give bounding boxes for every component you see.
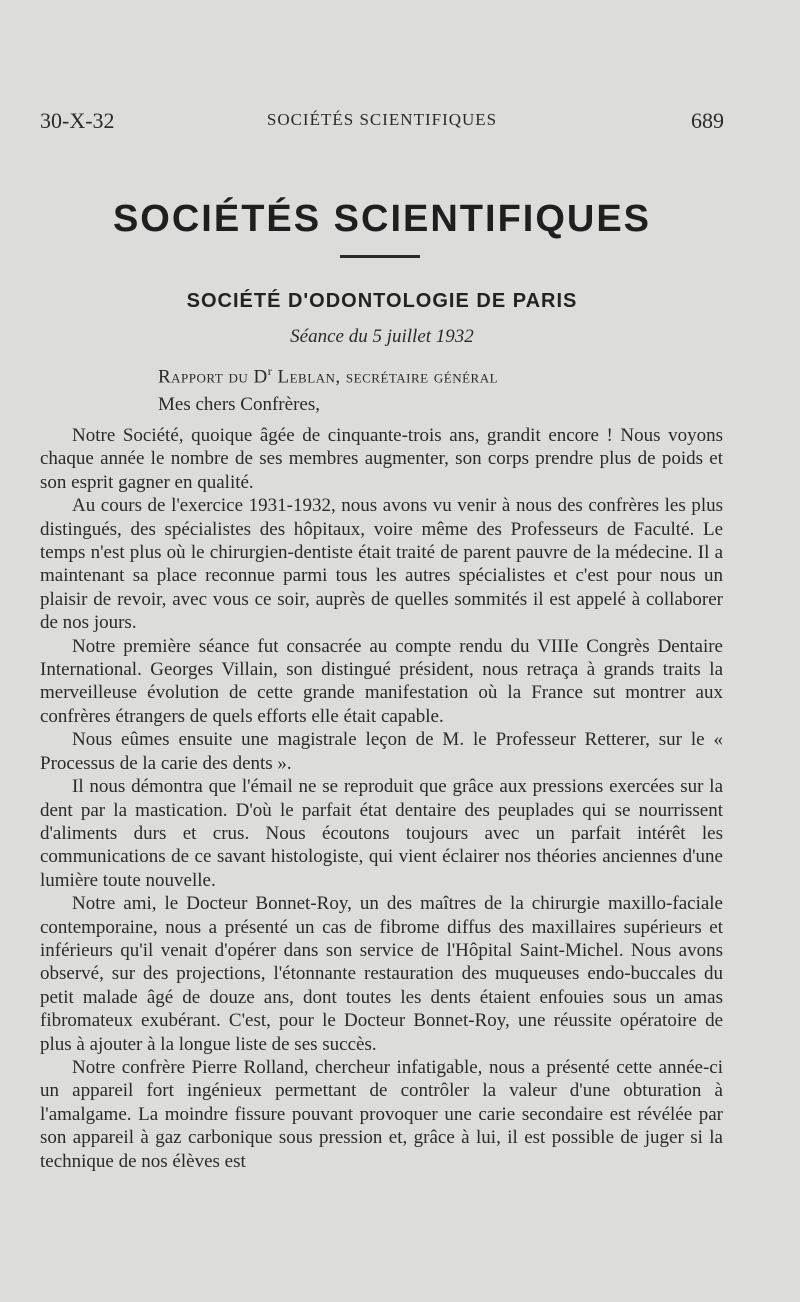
body-text xyxy=(40,424,723,1173)
section-title: SOCIÉTÉS SCIENTIFIQUES xyxy=(112,198,652,240)
running-head xyxy=(40,108,724,138)
paragraph: Notre ami, le Docteur Bonnet-Roy, un des maîtres de la chirurgie maxillo-faciale contemporaine, nous a présenté un cas de fibrome diffus des maxillaires supérieurs et inférieurs qu'il venait d'opérer dans son service de l'Hôpital Saint-Michel. Nous avons observé, sur des projections, l'étonnante restauration des muqueuses endo-buccales du petit malade âgé de douze ans, dont toutes les dents étaient enfouies sous un amas fibromateux exubérant. C'est, pour le Docteur Bonnet-Roy, une réussite opératoire de plus à ajouter à la longue liste de ses succès. xyxy=(40,893,723,1055)
paragraph: Nous eûmes ensuite une magistrale leçon de M. le Professeur Retterer, sur le « Processus de la carie des dents ». xyxy=(40,729,723,774)
page-number: 689 xyxy=(691,108,724,133)
report-heading xyxy=(158,364,498,388)
salutation: Mes chers Confrères, xyxy=(158,394,320,415)
report-sup: r xyxy=(267,364,273,378)
paragraph: Notre Société, quoique âgée de cinquante-trois ans, grandit encore ! Nous voyons chaque année le nombre de ses membres augmenter, son corps prendre plus de poids et son esprit gagner en qualité. xyxy=(40,425,723,493)
report-suffix: Leblan, secrétaire général xyxy=(272,366,499,388)
society-heading: SOCIÉTÉ D'ODONTOLOGIE DE PARIS xyxy=(186,290,578,312)
report-prefix: Rapport du D xyxy=(158,366,268,388)
running-head-date: 30-X-32 xyxy=(40,108,115,133)
paragraph: Notre confrère Pierre Rolland, chercheur infatigable, nous a présenté cette année-ci un appareil fort ingénieux permettant de contrôler la valeur d'une obturation à l'amalgame. La moindre fissure pouvant provoquer une carie secondaire est révélée par son appareil à gaz carbonique sous pression et, grâce à lui, il est possible de juger si la technique de nos élèves est xyxy=(40,1056,723,1172)
running-head-title: SOCIÉTÉS SCIENTIFIQUES xyxy=(266,110,498,129)
title-rule xyxy=(340,255,420,258)
session-date: Séance du 5 juillet 1932 xyxy=(290,326,474,347)
paragraph: Il nous démontra que l'émail ne se reproduit que grâce aux pressions exercées sur la dent par la mastication. D'où le parfait état dentaire des peuplades qui se nourrissent d'aliments durs et crus. Nous écoutons toujours avec un parfait intérêt les communications de ce savant histologiste, qui vient éclairer nos théories anciennes d'une lumière toute nouvelle. xyxy=(40,776,723,891)
paragraph: Notre première séance fut consacrée au compte rendu du VIIIe Congrès Dentaire International. Georges Villain, son distingué président, nous retraça à grands traits la merveilleuse évolution de cette grande manifestation où la France sut montrer aux confrères étrangers de quels efforts elle était capable. xyxy=(40,635,723,727)
paragraph: Au cours de l'exercice 1931-1932, nous avons vu venir à nous des confrères les plus distingués, des spécialistes des hôpitaux, voire même des Professeurs de Faculté. Le temps n'est plus où le chirurgien-dentiste était traité de parent pauvre de la médecine. Il a maintenant sa place reconnue parmi tous les autres spécialistes et c'est pour nous un plaisir de revoir, avec vous ce soir, auprès de quelles sommités il est appelé à collaborer de nos jours. xyxy=(40,495,723,634)
